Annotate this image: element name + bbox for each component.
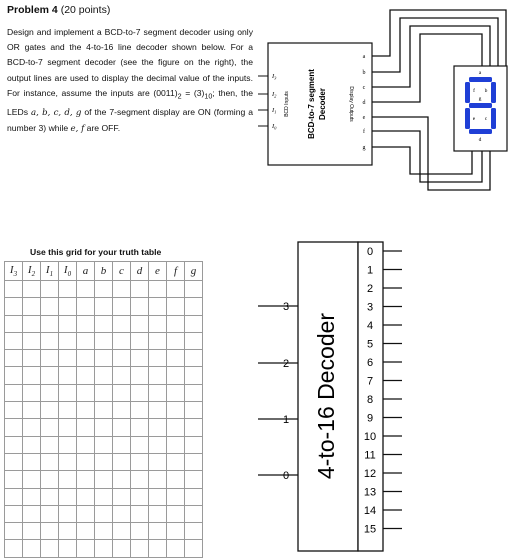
statement-line: decimal value of the inputs. For instance, assume the bbox=[7, 72, 253, 98]
decoder-title: 4-to-16 Decoder bbox=[313, 312, 339, 480]
bcd-input-label: $I_0$ bbox=[272, 123, 277, 131]
decoder-output-label-9: 9 bbox=[366, 412, 374, 425]
segment-label-f: f bbox=[473, 88, 475, 94]
segment-label-b: b bbox=[484, 88, 488, 94]
problem-number: Problem 4 bbox=[7, 4, 58, 16]
decoder-output-label-10: 10 bbox=[363, 431, 377, 443]
bcd-title-line2: Decoder bbox=[318, 87, 327, 121]
bcd-input-label: $I_3$ bbox=[272, 73, 277, 81]
decoder-output-label-11: 11 bbox=[364, 449, 376, 462]
truth-table-header: $I_2$ bbox=[23, 262, 41, 281]
truth-table-header: f bbox=[167, 262, 185, 281]
decoder-output-label-3: 3 bbox=[366, 301, 374, 314]
decoder-output-label-13: 13 bbox=[363, 486, 377, 499]
decoder-input-label-3: 3 bbox=[282, 301, 290, 313]
decoder-output-label-0: 0 bbox=[366, 246, 374, 258]
statement-line: Design and implement a BCD-to-7 segment decoder bbox=[7, 27, 211, 37]
decoder-output-label-15: 15 bbox=[363, 523, 377, 536]
truth-table-header: c bbox=[113, 262, 131, 281]
truth-table-header: g bbox=[185, 262, 203, 281]
statement-line: on the right), the output lines are used to display the bbox=[7, 57, 253, 83]
truth-table-header: $I_3$ bbox=[5, 262, 23, 281]
statement-line: while e, f are OFF. bbox=[48, 122, 121, 134]
bcd-output-label-e: e bbox=[362, 115, 366, 121]
bcd-input-label: $I_1$ bbox=[272, 107, 277, 115]
decoder-input-label-1: 1 bbox=[282, 414, 290, 426]
bcd-output-label-b: b bbox=[362, 70, 366, 76]
bcd-input-label: $I_2$ bbox=[272, 91, 277, 99]
truth-table-header: b bbox=[95, 262, 113, 281]
decoder-output-label-7: 7 bbox=[366, 375, 374, 388]
bcd-title-line1: BCD-to-7 segment bbox=[307, 69, 316, 139]
truth-table-header: e bbox=[149, 262, 167, 281]
decoder-output-label-14: 14 bbox=[363, 505, 377, 517]
bcd-inputs-label: BCD Inputs bbox=[284, 91, 290, 117]
bcd-output-label-d: d bbox=[362, 100, 366, 106]
segment-label-e: e bbox=[472, 116, 476, 122]
decoder-input-label-2: 2 bbox=[282, 358, 290, 370]
segment-label-d: d bbox=[478, 137, 482, 143]
decoder-output-label-6: 6 bbox=[366, 357, 374, 369]
statement-line: using only OR gates and the 4-to-16 line decoder shown bbox=[7, 27, 253, 53]
truth-table-header: d bbox=[131, 262, 149, 281]
bcd-output-label-a: a bbox=[362, 54, 366, 60]
truth-table-header: $I_1$ bbox=[41, 262, 59, 281]
segment-label-a: a bbox=[478, 70, 482, 76]
decoder-output-label-2: 2 bbox=[366, 283, 374, 295]
truth-table-header: $I_0$ bbox=[59, 262, 77, 281]
decoder-output-label-5: 5 bbox=[366, 338, 374, 351]
segment-label-c: c bbox=[484, 116, 488, 122]
bcd-output-label-g: g bbox=[362, 145, 366, 151]
display-outputs-label: Display Outputs bbox=[348, 86, 354, 122]
bcd-output-label-c: c bbox=[362, 85, 366, 91]
truth-table-header: a bbox=[77, 262, 95, 281]
truth-table-caption: Use this grid for your truth table bbox=[30, 247, 162, 257]
decoder-output-label-1: 1 bbox=[366, 264, 374, 277]
decoder-input-label-0: 0 bbox=[282, 470, 290, 482]
problem-points: (20 points) bbox=[60, 4, 111, 16]
statement-line: below. For a BCD-to-7 segment decoder (see the figure bbox=[7, 42, 254, 68]
decoder-output-label-8: 8 bbox=[366, 394, 374, 406]
segment-label-g: g bbox=[478, 96, 482, 102]
bcd-output-label-f: f bbox=[363, 129, 365, 135]
decoder-output-label-4: 4 bbox=[366, 320, 374, 332]
decoder-output-label-12: 12 bbox=[363, 468, 377, 480]
statement-line: of the 7-segment display are ON (forming a number 3) bbox=[7, 106, 253, 133]
statement-line: inputs are $(0011)_2 = (3)_{10}$; then, the LEDs a, b, c, d, g bbox=[7, 87, 253, 118]
